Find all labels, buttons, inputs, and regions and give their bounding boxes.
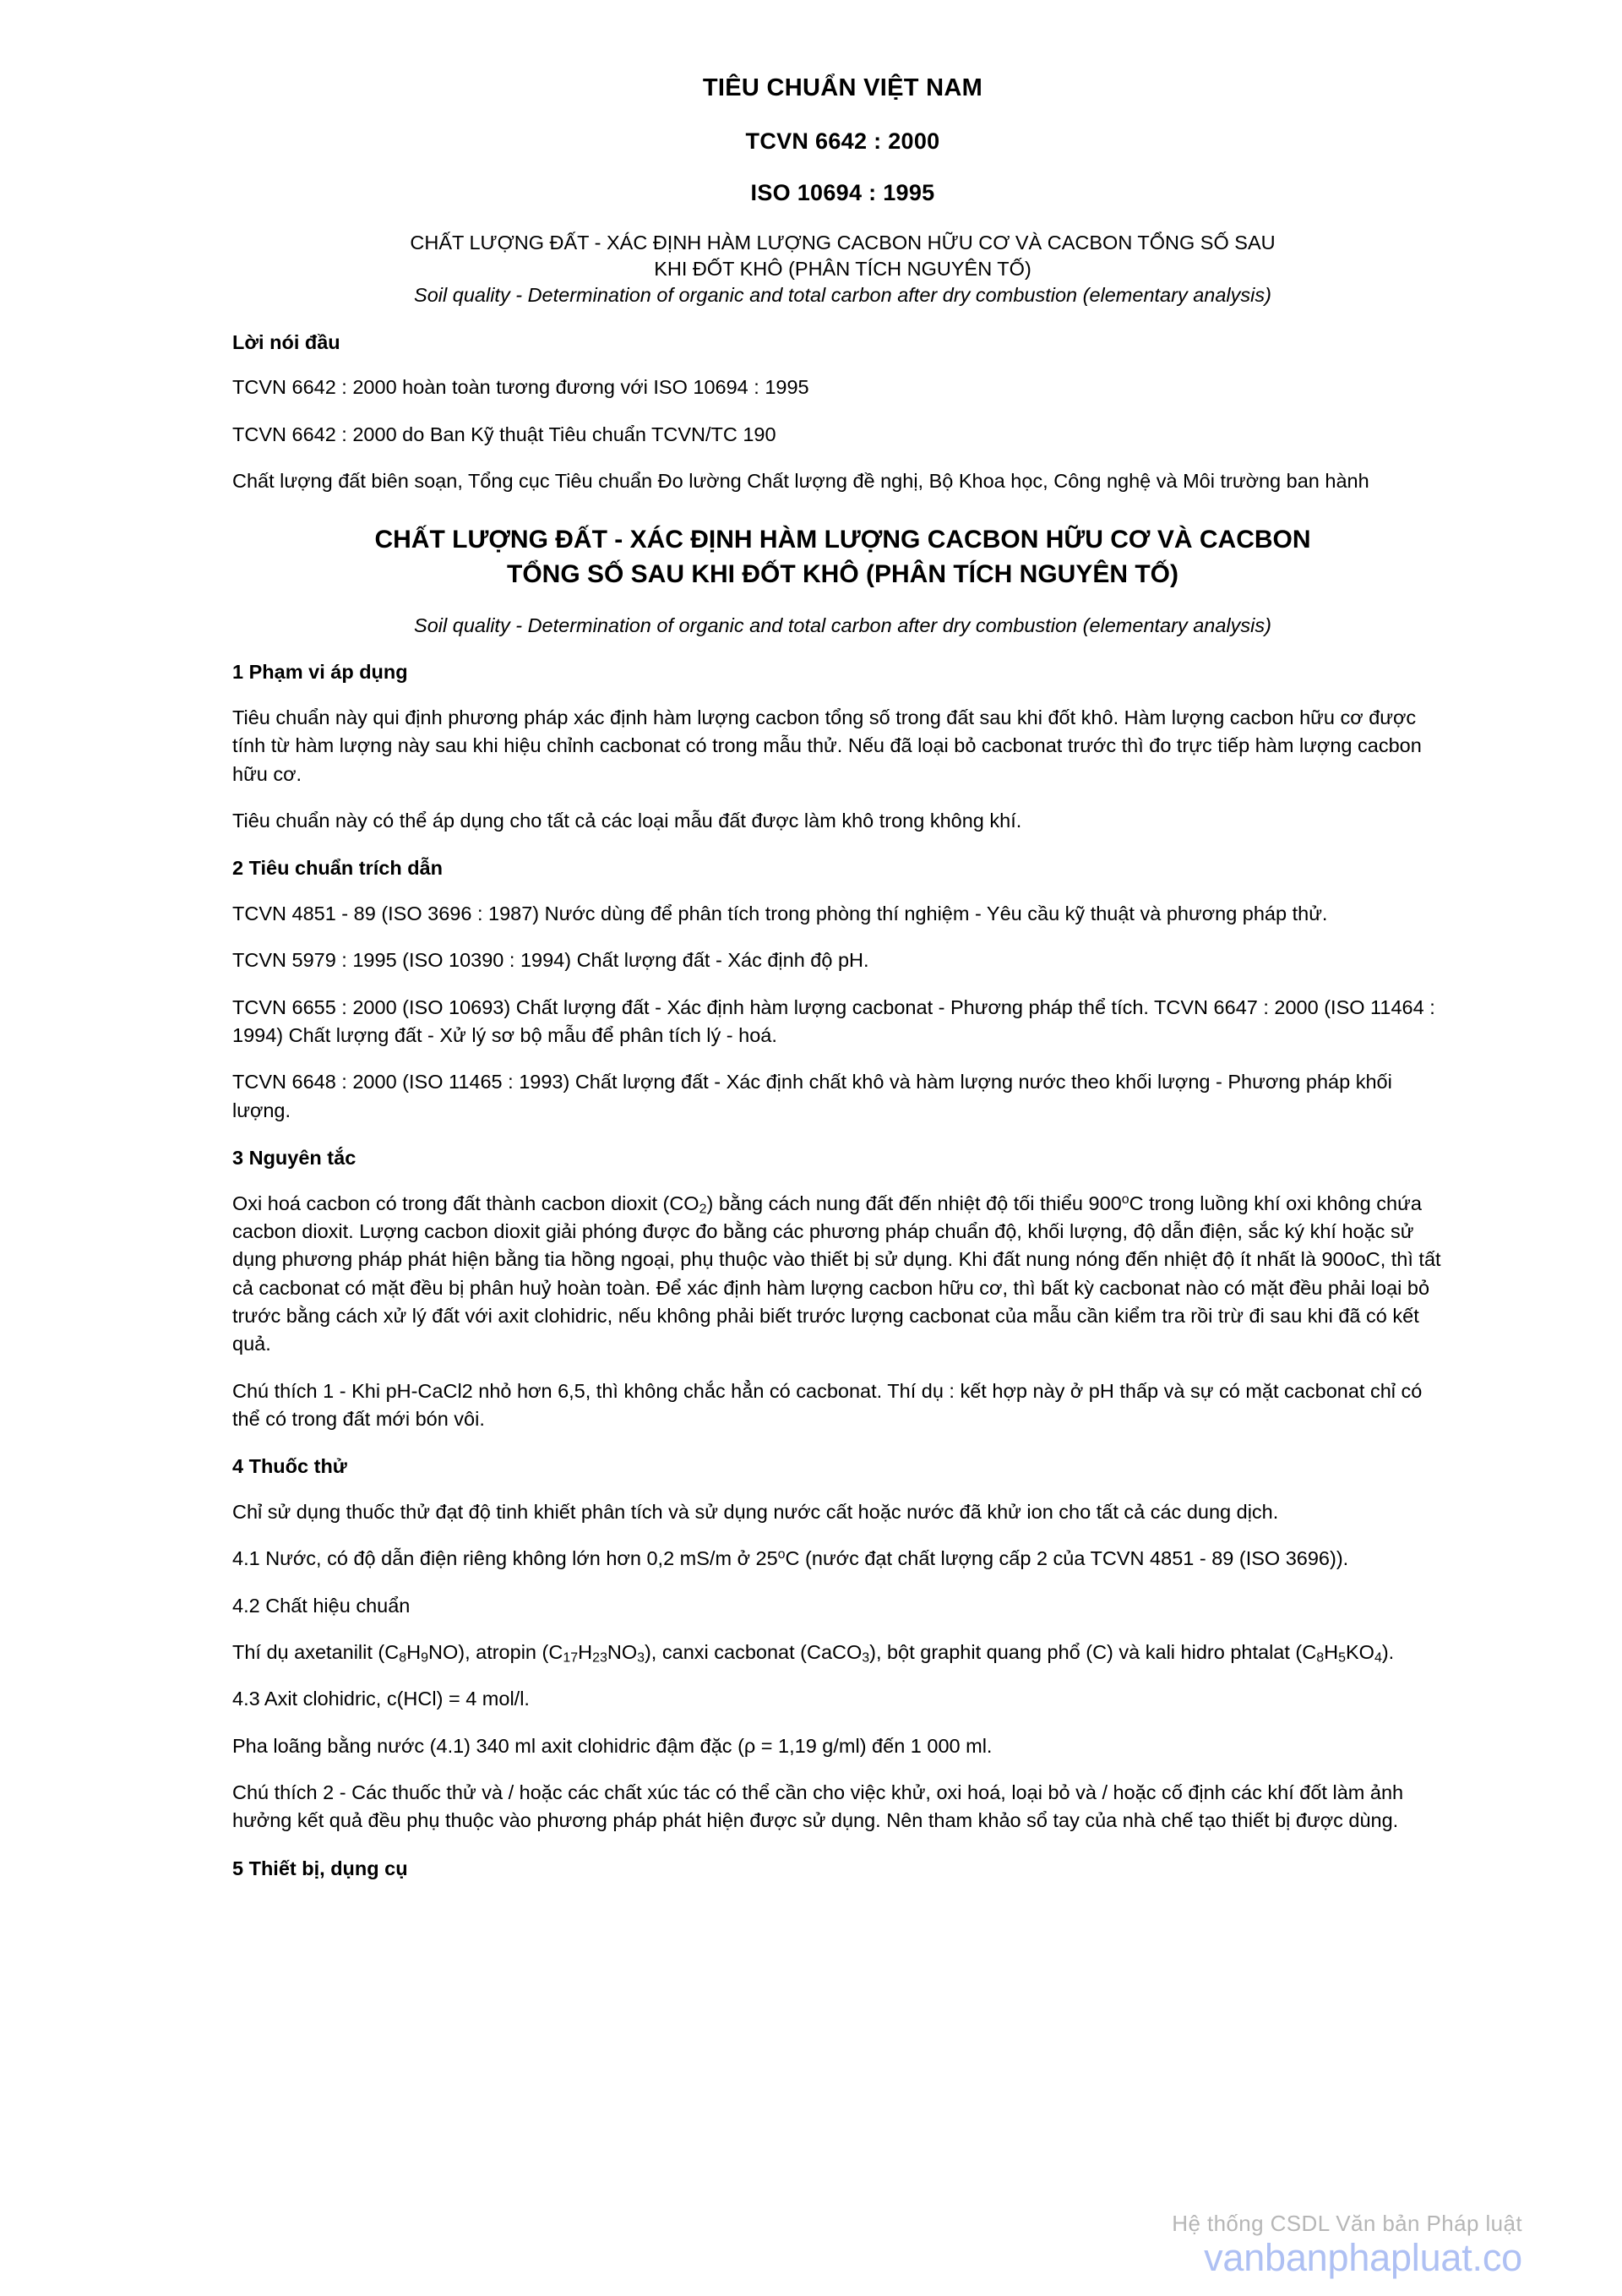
doc-subtitle-vi-line2: KHI ĐỐT KHÔ (PHÂN TÍCH NGUYÊN TỐ) xyxy=(654,258,1031,281)
section-4-heading: 4 Thuốc thử xyxy=(232,1455,347,1478)
foreword-heading: Lời nói đầu xyxy=(232,330,340,353)
formula-subscript: 8 xyxy=(1316,1650,1325,1666)
s41-text-a: 4.1 Nước, có độ dẫn điện riêng không lớn hơn 0,2 mS/m ở 25 xyxy=(232,1547,778,1570)
main-title-line1: CHẤT LƯỢNG ĐẤT - XÁC ĐỊNH HÀM LƯỢNG CACBON HỮU CƠ VÀ CACBON xyxy=(374,526,1311,554)
doc-subtitle-vi-line1: CHẤT LƯỢNG ĐẤT - XÁC ĐỊNH HÀM LƯỢNG CACBON HỮU CƠ VÀ CACBON TỔNG SỐ SAU xyxy=(410,231,1276,254)
foreword-paragraph-2: TCVN 6642 : 2000 do Ban Kỹ thuật Tiêu chuẩn TCVN/TC 190 xyxy=(232,423,776,445)
tcvn-code: TCVN 6642 : 2000 xyxy=(745,128,940,154)
s41-text-b: C (nước đạt chất lượng cấp 2 của TCVN 4851 - 89 (ISO 3696)). xyxy=(785,1547,1349,1570)
formula-subscript: 17 xyxy=(563,1650,579,1666)
iso-code: ISO 10694 : 1995 xyxy=(750,179,935,205)
section-4-item-4-3-body: Pha loãng bằng nước (4.1) 340 ml axit clohidric đậm đặc (ρ = 1,19 g/ml) đến 1 000 ml. xyxy=(232,1734,993,1757)
s42-t9: KO xyxy=(1345,1641,1374,1664)
section-4-item-4-2-body xyxy=(232,1639,1453,1666)
s3-text-c: C trong luồng khí oxi không chứa cacbon dioxit. Lượng cacbon dioxit giải phóng được đo bằng các phương pháp chuẩn độ, khối lượng, độ dẫn điện, sắc ký khí hoặc sử dụng phương pháp phát hiện bằng tia hồng ngoại, phụ thuộc vào thiết bị sử dụng. Khi đất nung nóng đến nhiệt độ ít nhất là 900oC, thì tất cả cacbonat có mặt đều bị phân huỷ hoàn toàn. Để xác định hàm lượng cacbon hữu cơ, thì bất kỳ cacbonat nào có mặt đều phải loại bỏ trước bằng cách xử lý đất với axit clohidric, nếu không phải biết trước lượng cacbonat của mẫu cần kiểm tra rồi trừ đi sau khi đã có kết quả. xyxy=(232,1192,1441,1355)
s42-t6: ), canxi cacbonat (CaCO xyxy=(644,1641,863,1664)
section-5-heading: 5 Thiết bị, dụng cụ xyxy=(232,1857,408,1879)
formula-subscript: 8 xyxy=(399,1650,407,1666)
formula-subscript: 9 xyxy=(421,1650,428,1666)
section-3-note-1: Chú thích 1 - Khi pH-CaCl2 nhỏ hơn 6,5, thì không chắc hẳn có cacbonat. Thí dụ : kết hợp này ở pH thấp và sự có mặt cacbonat chỉ có thể có trong đất mới bón vôi. xyxy=(232,1379,1423,1431)
foreword-paragraph-3: Chất lượng đất biên soạn, Tổng cục Tiêu chuẩn Đo lường Chất lượng đề nghị, Bộ Khoa học, Công nghệ và Môi trường ban hành xyxy=(232,469,1369,492)
section-4-paragraph-1: Chỉ sử dụng thuốc thử đạt độ tinh khiết phân tích và sử dụng nước cất hoặc nước đã khử ion cho tất cả các dung dịch. xyxy=(232,1500,1279,1523)
watermark xyxy=(1172,2210,1522,2277)
doc-subtitle-en: Soil quality - Determination of organic and total carbon after dry combustion (elementary analysis) xyxy=(414,284,1271,307)
formula-subscript: 5 xyxy=(1338,1650,1346,1666)
watermark-tagline: Hệ thống CSDL Văn bản Pháp luật xyxy=(1172,2211,1522,2237)
main-title-line2: TỔNG SỐ SAU KHI ĐỐT KHÔ (PHÂN TÍCH NGUYÊN TỐ) xyxy=(507,559,1178,588)
s42-t8: H xyxy=(1324,1641,1339,1664)
s42-t5: NO xyxy=(607,1641,638,1664)
section-1-paragraph-2: Tiêu chuẩn này có thể áp dụng cho tất cả các loại mẫu đất được làm khô trong không khí. xyxy=(232,809,1022,832)
section-2-reference-4: TCVN 6648 : 2000 (ISO 11465 : 1993) Chất lượng đất - Xác định chất khô và hàm lượng nước theo khối lượng - Phương pháp khối lượng. xyxy=(232,1071,1392,1121)
formula-subscript: 3 xyxy=(862,1650,870,1666)
s42-t7: ), bột graphit quang phổ (C) và kali hidro phtalat (C xyxy=(869,1641,1317,1664)
watermark-site-name: vanbanphapluat.co xyxy=(1204,2235,1522,2279)
section-2-reference-1: TCVN 4851 - 89 (ISO 3696 : 1987) Nước dùng để phân tích trong phòng thí nghiệm - Yêu cầu kỹ thuật và phương pháp thử. xyxy=(232,902,1328,924)
s3-text-a: Oxi hoá cacbon có trong đất thành cacbon dioxit (CO xyxy=(232,1192,699,1214)
formula-subscript: 4 xyxy=(1374,1650,1382,1666)
s42-t10: ). xyxy=(1381,1641,1395,1664)
s42-t4: H xyxy=(578,1641,593,1664)
main-title-en: Soil quality - Determination of organic and total carbon after dry combustion (elementary analysis) xyxy=(414,614,1271,637)
section-4-item-4-2-heading: 4.2 Chất hiệu chuẩn xyxy=(232,1594,411,1617)
section-2-heading: 2 Tiêu chuẩn trích dẫn xyxy=(232,857,443,880)
section-4-note-2: Chú thích 2 - Các thuốc thử và / hoặc các chất xúc tác có thể cần cho việc khử, oxi hoá, loại bỏ và / hoặc cố định các khí đốt làm ảnh hưởng kết quả đều phụ thuộc vào phương pháp phát hiện được sử dụng. Nên tham khảo sổ tay của nhà chế tạo thiết bị được dùng. xyxy=(232,1781,1404,1832)
s42-t2: H xyxy=(406,1641,422,1664)
s42-t1: Thí dụ axetanilit (C xyxy=(232,1641,400,1664)
s42-t3: NO), atropin (C xyxy=(428,1641,563,1664)
section-4-item-4-1 xyxy=(232,1545,1453,1573)
formula-subscript: 3 xyxy=(637,1650,645,1666)
section-1-paragraph-1: Tiêu chuẩn này qui định phương pháp xác định hàm lượng cacbon tổng số trong đất sau khi đốt khô. Hàm lượng cacbon hữu cơ được tính từ hàm lượng này sau khi hiệu chỉnh cacbonat có trong mẫu thử. Nếu đã loại bỏ cacbonat trước thì đo trực tiếp hàm lượng cacbon hữu cơ. xyxy=(232,706,1422,785)
national-standard-title: TIÊU CHUẨN VIỆT NAM xyxy=(702,74,983,101)
s3-text-b: ) bằng cách nung đất đến nhiệt độ tối thiểu 900 xyxy=(706,1192,1122,1214)
section-3-paragraph-1 xyxy=(232,1190,1453,1359)
foreword-paragraph-1: TCVN 6642 : 2000 hoàn toàn tương đương với ISO 10694 : 1995 xyxy=(232,376,809,399)
masthead xyxy=(232,73,1453,208)
formula-subscript: 23 xyxy=(592,1650,607,1666)
co2-subscript: 2 xyxy=(699,1202,707,1217)
section-4-item-4-3: 4.3 Axit clohidric, c(HCl) = 4 mol/l. xyxy=(232,1688,530,1710)
section-2-reference-2: TCVN 5979 : 1995 (ISO 10390 : 1994) Chất lượng đất - Xác định độ pH. xyxy=(232,949,869,972)
degree-superscript: o xyxy=(777,1547,786,1562)
section-2-reference-3: TCVN 6655 : 2000 (ISO 10693) Chất lượng đất - Xác định hàm lượng cacbonat - Phương pháp thể tích. TCVN 6647 : 2000 (ISO 11464 : 1994) Chất lượng đất - Xử lý sơ bộ mẫu để phân tích lý - hoá. xyxy=(232,995,1435,1046)
degree-superscript: o xyxy=(1121,1192,1129,1207)
section-1-heading: 1 Phạm vi áp dụng xyxy=(232,661,408,684)
section-3-heading: 3 Nguyên tắc xyxy=(232,1146,357,1169)
